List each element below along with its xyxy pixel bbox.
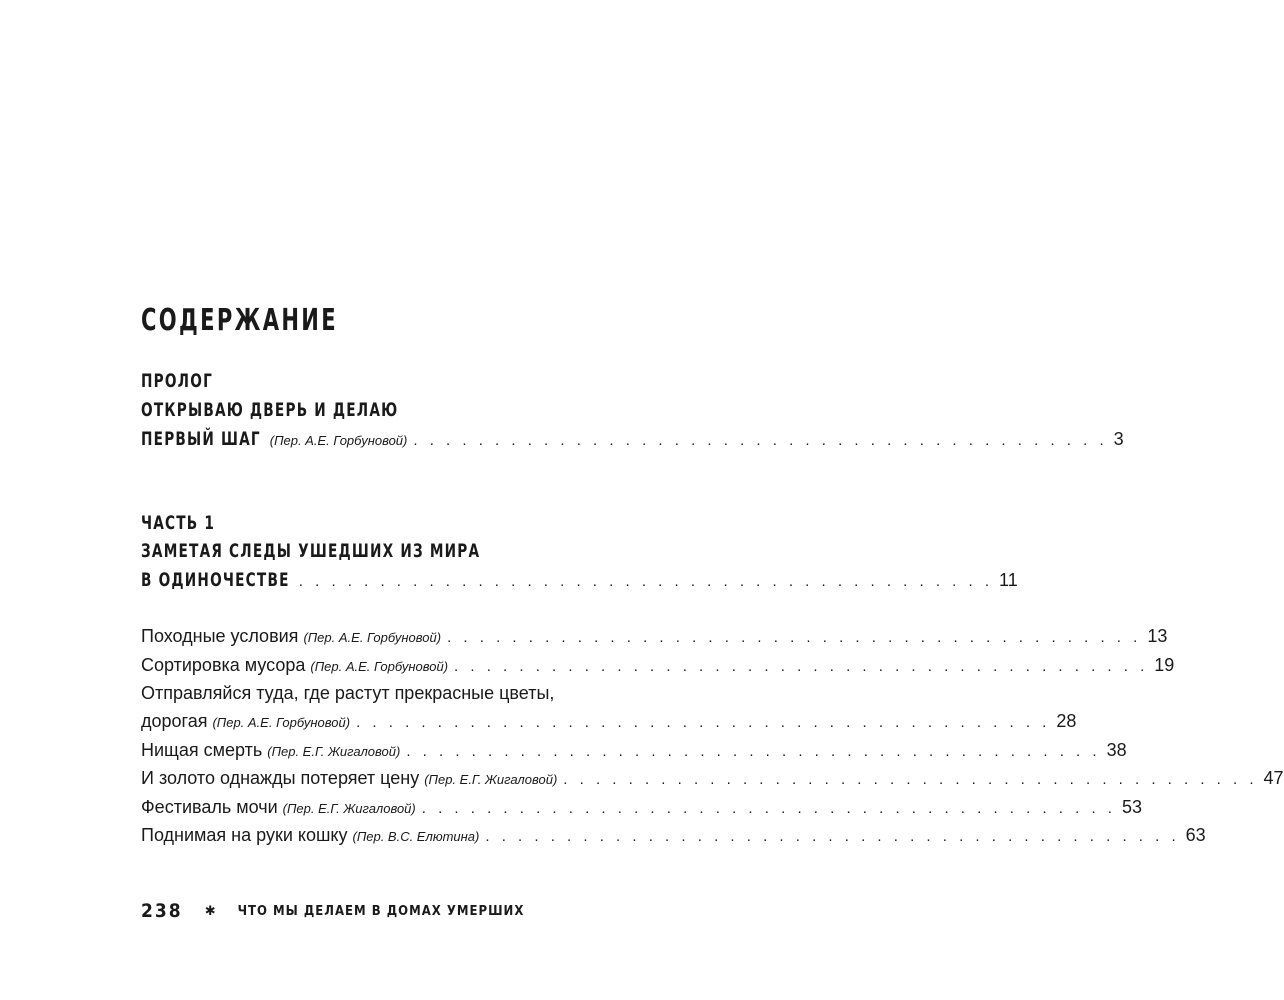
prologue-title-line2: ПЕРВЫЙ ШАГ (141, 428, 261, 450)
prologue-label: ПРОЛОГ (141, 370, 213, 392)
chapter-title: И золото однажды потеряет цену (141, 768, 420, 788)
running-title: ЧТО МЫ ДЕЛАЕМ В ДОМАХ УМЕРШИХ (237, 903, 525, 919)
dot-leader: . . . . . . . . . . . . . . . . . . . . . . . . . . . . . . . . . . . . . . . . . . . (356, 714, 1051, 731)
toc-entry[interactable] (141, 626, 1168, 650)
chapter-translator: (Пер. А.Е. Горбуновой) (212, 715, 351, 730)
dot-leader: . . . . . . . . . . . . . . . . . . . . . . . . . . . . . . . . . . . . . . . . . . . (454, 658, 1149, 675)
part1-page-number: 11 (999, 570, 1018, 590)
chapter-translator: (Пер. Е.Г. Жигаловой) (282, 801, 416, 816)
chapter-title: Поднимая на руки кошку (141, 825, 348, 845)
toc-entry[interactable] (141, 797, 1143, 821)
chapter-page-number: 13 (1147, 626, 1168, 646)
dot-leader: . . . . . . . . . . . . . . . . . . . . . . . . . . . . . . . . . . . . . . . . . . . (485, 828, 1180, 845)
chapter-title: Нищая смерть (141, 740, 263, 760)
prologue-toc-entry[interactable] (141, 428, 1124, 452)
chapter-title: Фестиваль мочи (141, 797, 278, 817)
toc-entry[interactable] (141, 825, 1206, 849)
chapter-page-number: 38 (1106, 740, 1127, 760)
asterisk-icon: ✱ (204, 903, 216, 918)
dot-leader: . . . . . . . . . . . . . . . . . . . . . . . . . . . . . . . . . . . . . . . . . . . (406, 743, 1101, 760)
chapter-page-number: 47 (1263, 768, 1284, 788)
chapter-translator: (Пер. А.Е. Горбуновой) (303, 630, 442, 645)
prologue-translator: (Пер. А.Е. Горбуновой) (269, 433, 408, 448)
dot-leader: . . . . . . . . . . . . . . . . . . . . . . . . . . . . . . . . . . . . . . . . . . . (298, 573, 994, 590)
part1-title-line1: ЗАМЕТАЯ СЛЕДЫ УШЕДШИХ ИЗ МИРА (141, 540, 481, 562)
dot-leader: . . . . . . . . . . . . . . . . . . . . . . . . . . . . . . . . . . . . . . . . . . . (421, 800, 1116, 817)
page-footer (141, 900, 524, 922)
toc-entry[interactable] (141, 711, 1077, 735)
chapter-translator: (Пер. Е.Г. Жигаловой) (267, 744, 401, 759)
chapter-title: Сортировка мусора (141, 655, 306, 675)
chapter-page-number: 63 (1185, 825, 1206, 845)
part1-title-line2: В ОДИНОЧЕСТВЕ (141, 569, 290, 591)
dot-leader: . . . . . . . . . . . . . . . . . . . . . . . . . . . . . . . . . . . . . . . . . . . (447, 629, 1142, 646)
prologue-page-number: 3 (1113, 429, 1124, 449)
chapter-title: Походные условия (141, 626, 299, 646)
contents-heading: СОДЕРЖАНИЕ (141, 303, 338, 338)
chapter-translator: (Пер. Е.Г. Жигаловой) (424, 772, 558, 787)
page-number: 238 (141, 900, 183, 922)
chapter-page-number: 28 (1056, 711, 1077, 731)
chapter-page-number: 53 (1121, 797, 1143, 817)
toc-entry[interactable] (141, 655, 1175, 679)
chapter-translator: (Пер. В.С. Елютина) (352, 829, 480, 844)
chapter-title: Отправляйся туда, где растут прекрасные цветы, (141, 683, 555, 703)
dot-leader: . . . . . . . . . . . . . . . . . . . . . . . . . . . . . . . . . . . . . . . . . . . (563, 771, 1258, 788)
dot-leader: . . . . . . . . . . . . . . . . . . . . . . . . . . . . . . . . . . . . . . . . . . . (413, 432, 1108, 449)
chapter-title-continuation: дорогая (141, 711, 208, 731)
toc-entry[interactable] (141, 740, 1127, 764)
prologue-title-line1: ОТКРЫВАЮ ДВЕРЬ И ДЕЛАЮ (141, 399, 399, 421)
chapter-page-number: 19 (1154, 655, 1175, 675)
toc-entry[interactable] (141, 768, 1284, 792)
part1-toc-entry[interactable] (141, 569, 1018, 593)
chapter-translator: (Пер. А.Е. Горбуновой) (310, 659, 449, 674)
part1-label: ЧАСТЬ 1 (141, 512, 216, 534)
toc-entry-title-line1[interactable] (141, 683, 554, 707)
